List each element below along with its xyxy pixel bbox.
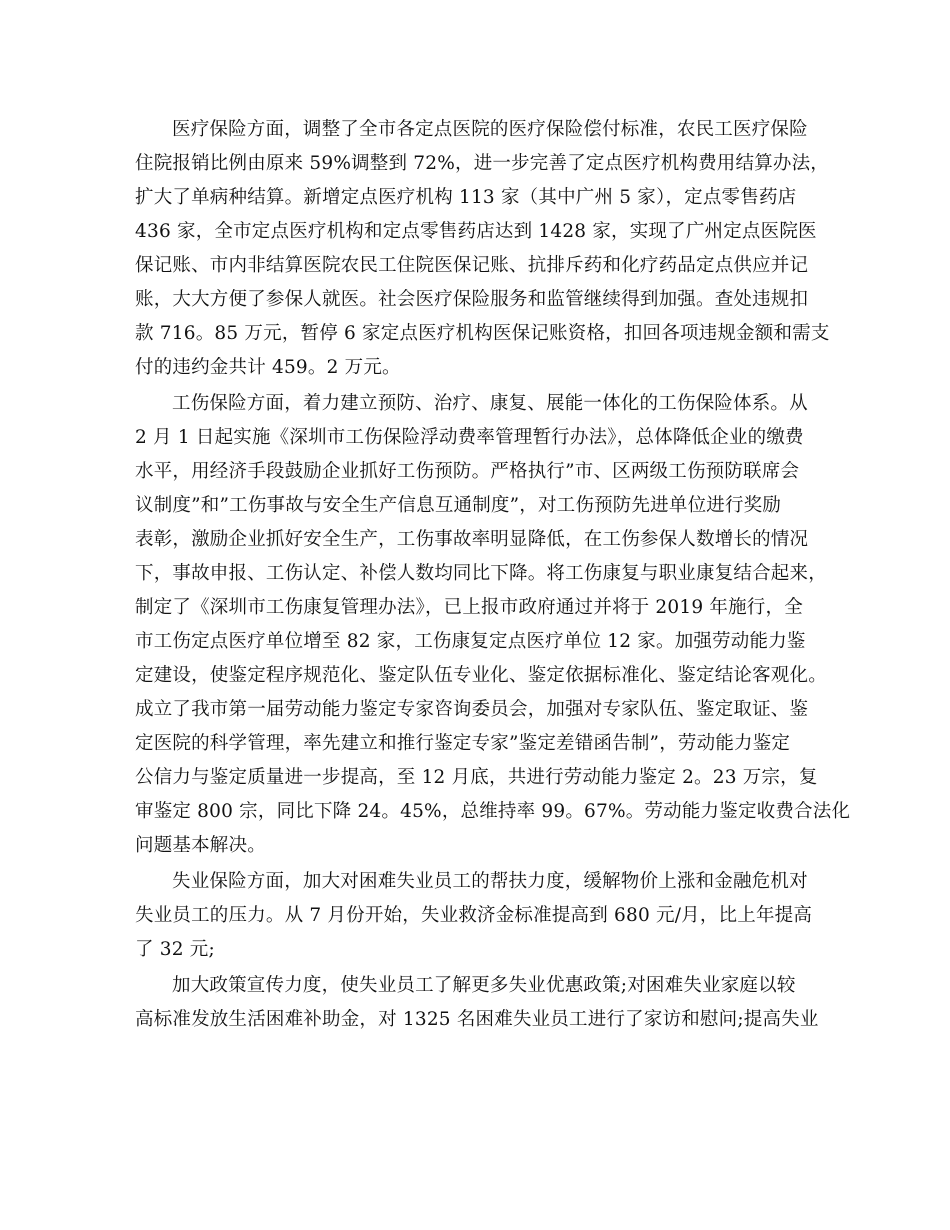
text-line: 下，事故申报、工伤认定、补偿人数均同比下降。将工伤康复与职业康复结合起来， — [135, 563, 827, 584]
text-line: 公信力与鉴定质量进一步提高，至 12 月底，共进行劳动能力鉴定 2。23 万宗，复 — [135, 767, 818, 788]
text-line: 加大政策宣传力度，使失业员工了解更多失业优惠政策;对困难失业家庭以较 — [172, 975, 796, 996]
text-line: 定建设，使鉴定程序规范化、鉴定队伍专业化、鉴定依据标准化、鉴定结论客观化。 — [135, 665, 827, 686]
text-line: 审鉴定 800 宗，同比下降 24。45%，总维持率 99。67%。劳动能力鉴定收费合法化 — [135, 801, 851, 822]
text-line: 医疗保险方面，调整了全市各定点医院的医疗保险偿付标准，农民工医疗保险 — [172, 119, 808, 140]
text-line: 住院报销比例由原来 59%调整到 72%，进一步完善了定点医疗机构费用结算办法， — [135, 153, 830, 174]
text-line: 议制度”和”工伤事故与安全生产信息互通制度”，对工伤预防先进单位进行奖励 — [135, 495, 782, 516]
text-line: 失业员工的压力。从 7 月份开始，失业救济金标准提高到 680 元/月，比上年提高 — [135, 905, 813, 926]
text-line: 了 32 元; — [135, 939, 215, 960]
text-line: 水平，用经济手段鼓励企业抓好工伤预防。严格执行”市、区两级工伤预防联席会 — [135, 461, 800, 482]
text-line: 工伤保险方面，着力建立预防、治疗、康复、展能一体化的工伤保险体系。从 — [172, 393, 808, 414]
text-line: 款 716。85 万元，暂停 6 家定点医疗机构医保记账资格，扣回各项违规金额和需支 — [135, 323, 830, 344]
text-line: 问题基本解决。 — [135, 835, 266, 856]
text-line: 2 月 1 日起实施《深圳市工伤保险浮动费率管理暂行办法》，总体降低企业的缴费 — [135, 427, 804, 448]
text-line: 定医院的科学管理，率先建立和推行鉴定专家”鉴定差错函告制”，劳动能力鉴定 — [135, 733, 791, 754]
text-line: 市工伤定点医疗单位增至 82 家，工伤康复定点医疗单位 12 家。加强劳动能力鉴 — [135, 631, 806, 652]
text-line: 账，大大方便了参保人就医。社会医疗保险服务和监管继续得到加强。查处违规扣 — [135, 289, 809, 310]
text-line: 付的违约金共计 459。2 万元。 — [135, 357, 401, 378]
text-line: 制定了《深圳市工伤康复管理办法》，已上报市政府通过并将于 2019 年施行，全 — [135, 597, 803, 618]
text-line: 高标准发放生活困难补助金，对 1325 名困难失业员工进行了家访和慰问;提高失业 — [135, 1009, 819, 1030]
text-line: 成立了我市第一届劳动能力鉴定专家咨询委员会，加强对专家队伍、鉴定取证、鉴 — [135, 699, 809, 720]
text-line: 保记账、市内非结算医院农民工住院医保记账、抗排斥药和化疗药品定点供应并记 — [135, 255, 809, 276]
text-line: 436 家，全市定点医疗机构和定点零售药店达到 1428 家，实现了广州定点医院医 — [135, 221, 817, 242]
text-line: 表彰，激励企业抓好安全生产，工伤事故率明显降低，在工伤参保人数增长的情况 — [135, 529, 809, 550]
text-line: 扩大了单病种结算。新增定点医疗机构 113 家（其中广州 5 家），定点零售药店 — [135, 187, 797, 208]
text-line: 失业保险方面，加大对困难失业员工的帮扶力度，缓解物价上涨和金融危机对 — [172, 871, 808, 892]
